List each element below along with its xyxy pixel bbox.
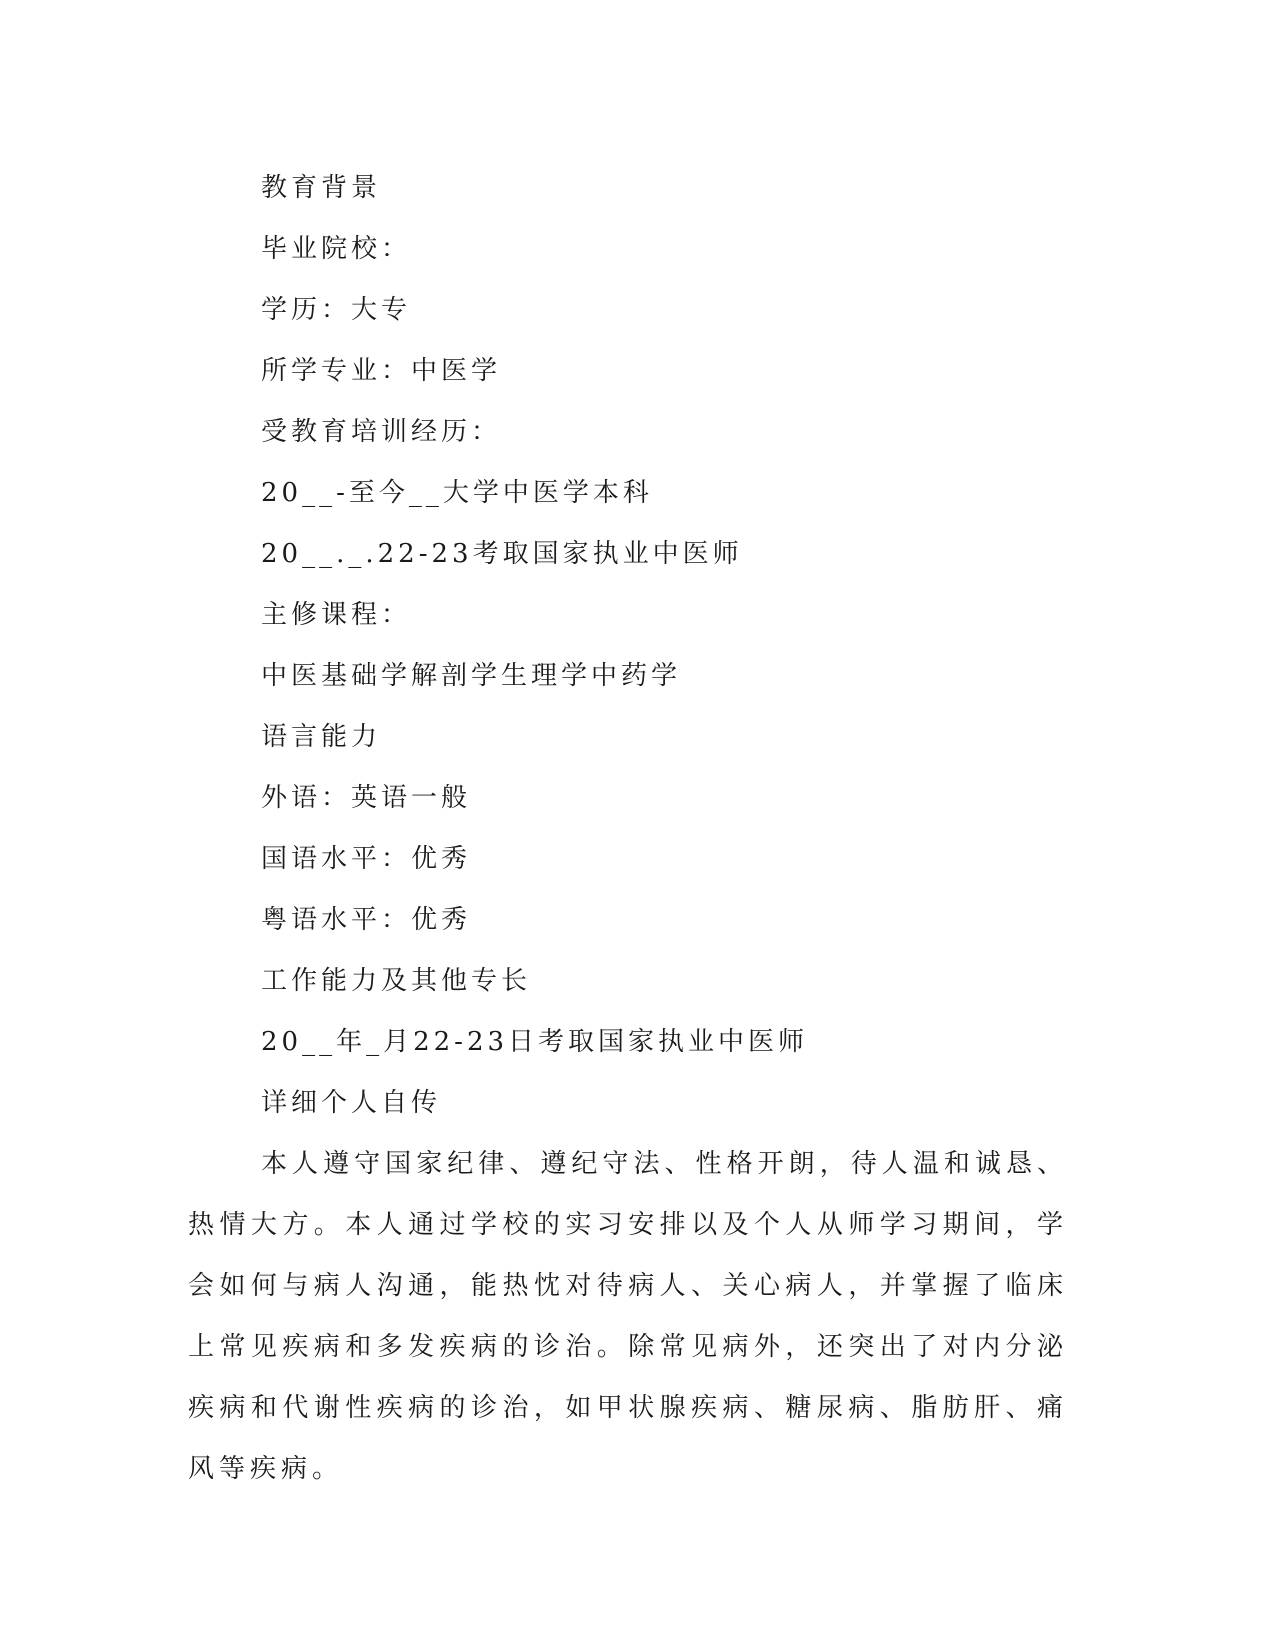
section-heading-skills: 工作能力及其他专长	[261, 966, 532, 996]
training-entry-1: 20__-至今__大学中医学本科	[261, 478, 653, 508]
mandarin-level-line: 国语水平：优秀	[261, 844, 472, 874]
courses-list: 中医基础学解剖学生理学中药学	[261, 661, 682, 691]
document-body	[188, 158, 1068, 1500]
section-heading-language: 语言能力	[261, 722, 382, 752]
training-history-label: 受教育培训经历：	[261, 417, 502, 447]
degree-line: 学历：大专	[261, 295, 412, 325]
section-heading-education: 教育背景	[261, 173, 382, 203]
section-heading-autobiography: 详细个人自传	[261, 1088, 442, 1118]
graduated-school-line: 毕业院校：	[261, 234, 412, 264]
courses-label: 主修课程：	[261, 600, 412, 630]
training-entry-2: 20__._.22-23考取国家执业中医师	[261, 539, 743, 569]
foreign-language-line: 外语：英语一般	[261, 783, 472, 813]
autobiography-paragraph: 本人遵守国家纪律、遵纪守法、性格开朗，待人温和诚恳、热情大方。本人通过学校的实习安排以及个人从师学习期间，学会如何与病人沟通，能热忱对待病人、关心病人，并掌握了临床上常见疾病和多发疾病的诊治。除常见病外，还突出了对内分泌疾病和代谢性疾病的诊治，如甲状腺疾病、糖尿病、脂肪肝、痛风等疾病。	[188, 1149, 1068, 1484]
cantonese-level-line: 粤语水平：优秀	[261, 905, 472, 935]
license-line: 20__年_月22-23日考取国家执业中医师	[261, 1027, 809, 1057]
major-line: 所学专业：中医学	[261, 356, 502, 386]
